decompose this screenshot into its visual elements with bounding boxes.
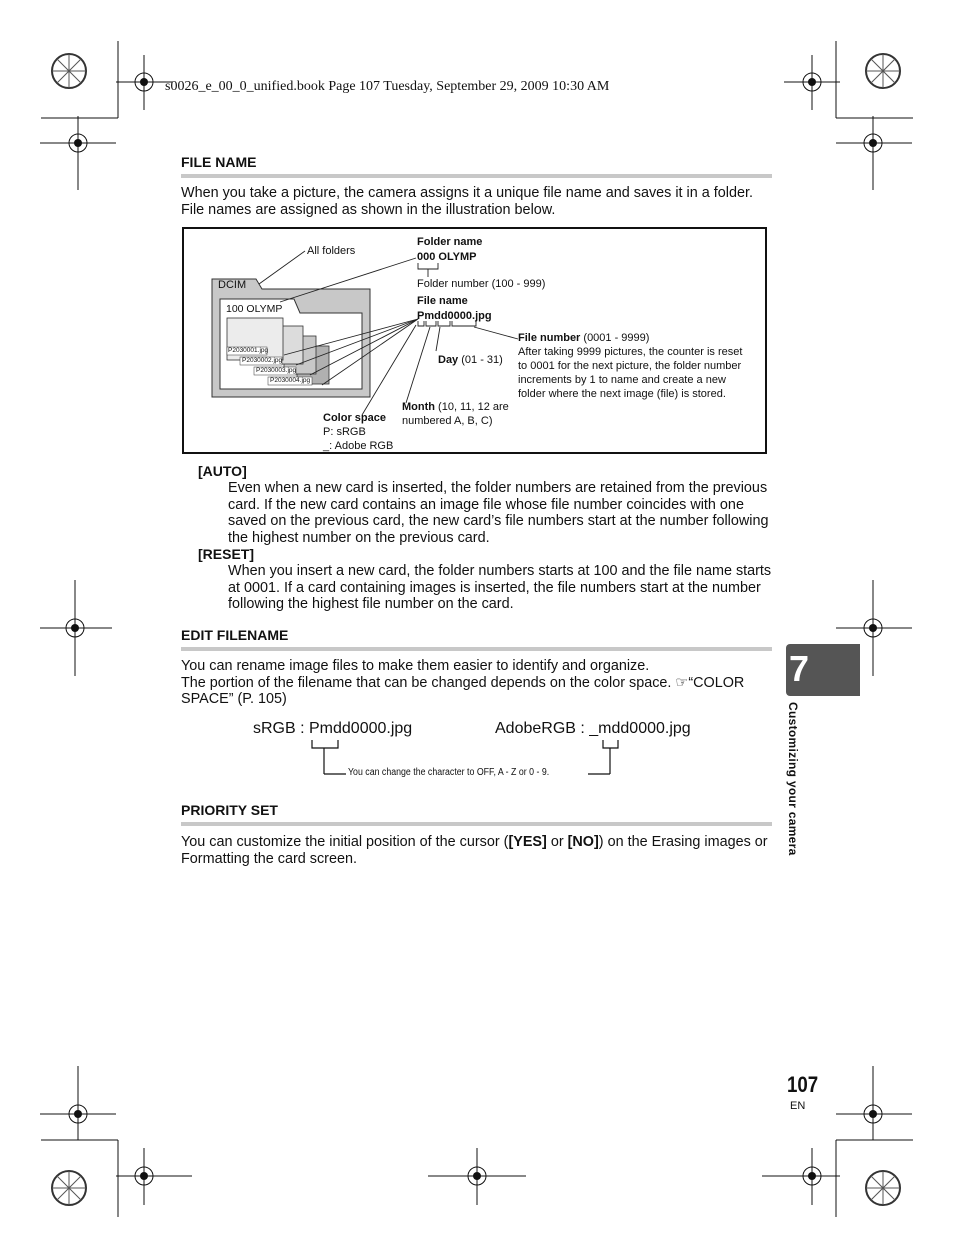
text-line: The portion of the filename that can be changed depends on the color space. ☞“COLOR <box>181 674 745 691</box>
yes-label: [YES] <box>508 834 547 850</box>
text-run: You can customize the initial position of the cursor ( <box>181 834 509 850</box>
page-number: 107 <box>787 1072 819 1097</box>
label-folder-100: 100 OLYMP <box>226 303 283 315</box>
file-name-intro <box>181 185 773 218</box>
chapter-tab-label: Customizing your camera <box>786 702 800 856</box>
text-line: card. If the new card contains an image file whose file number coincides with one <box>228 496 744 513</box>
intro-line: When you take a picture, the camera assigns it a unique file name and saves it in a folder. <box>181 185 753 201</box>
section-title-file-name: FILE NAME <box>181 154 257 170</box>
text-line: Even when a new card is inserted, the folder numbers are retained from the previous <box>228 480 768 496</box>
file-label: P2030004.jpg <box>270 377 311 384</box>
text-line <box>181 834 773 851</box>
label-file-number <box>518 331 649 345</box>
option-auto-label: [AUTO] <box>198 463 247 479</box>
option-auto-text <box>228 480 773 546</box>
day-range: (01 - 31) <box>458 354 503 366</box>
file-number-desc: to 0001 for the next picture, the folder number <box>518 360 742 372</box>
label-folder-name-value: 000 OLYMP <box>417 251 477 263</box>
text-run: or <box>546 834 568 850</box>
edit-filename-note: You can change the character to OFF, A - Z or 0 - 9. <box>348 767 550 778</box>
label-day <box>438 353 503 367</box>
month-title: Month <box>402 401 435 413</box>
label-color-space-u: _: Adobe RGB <box>323 440 394 452</box>
format-adobergb: AdobeRGB : _mdd0000.jpg <box>495 720 691 737</box>
label-color-space-title: Color space <box>323 412 386 424</box>
section-title-edit-filename: EDIT FILENAME <box>181 627 289 643</box>
text-line: SPACE” (P. 105) <box>181 691 287 707</box>
label-file-name-value: Pmdd0000.jpg <box>417 310 492 322</box>
format-srgb: sRGB : Pmdd0000.jpg <box>253 720 413 737</box>
text-line: at 0001. If a card containing images is inserted, the file numbers start at the number <box>228 579 761 596</box>
file-number-title: File number <box>518 332 581 344</box>
section-rule <box>181 647 772 651</box>
file-number-desc: folder where the next image (file) is stored. <box>518 388 726 400</box>
text-line: You can rename image files to make them easier to identify and organize. <box>181 658 650 674</box>
label-color-space-p: P: sRGB <box>323 426 366 438</box>
text-line: When you insert a new card, the folder numbers starts at 100 and the file name starts <box>228 563 772 579</box>
label-file-name-title: File name <box>417 295 468 307</box>
file-label: P2030002.jpg <box>242 357 283 364</box>
section-title-priority-set: PRIORITY SET <box>181 802 278 818</box>
file-number-desc: increments by 1 to name and create a new <box>518 374 726 386</box>
file-label: P2030003.jpg <box>256 367 297 374</box>
intro-line: File names are assigned as shown in the illustration below. <box>181 201 556 218</box>
text-line: the highest number on the previous card. <box>228 529 490 546</box>
label-all-folders: All folders <box>307 245 356 257</box>
text-line: Formatting the card screen. <box>181 850 357 867</box>
option-reset-text <box>228 563 773 613</box>
priority-set-text <box>181 834 773 867</box>
month-desc: numbered A, B, C) <box>402 415 493 427</box>
chapter-tab <box>786 644 860 696</box>
no-label: [NO] <box>567 834 599 850</box>
file-number-desc: After taking 9999 pictures, the counter is reset <box>518 346 743 358</box>
book-header-line: s0026_e_00_0_unified.book Page 107 Tuesday, September 29, 2009 10:30 AM <box>165 79 610 94</box>
label-dcim: DCIM <box>218 279 247 291</box>
edit-filename-text <box>181 658 773 708</box>
option-reset-label: [RESET] <box>198 546 254 562</box>
file-label: P2030001.jpg <box>228 347 269 354</box>
month-range: (10, 11, 12 are <box>434 401 509 413</box>
text-run: ) on the Erasing images or <box>598 834 768 850</box>
section-rule <box>181 822 772 826</box>
label-month <box>402 400 509 414</box>
file-number-range: (0001 - 9999) <box>580 332 650 344</box>
label-folder-number: Folder number (100 - 999) <box>417 278 546 290</box>
chapter-number: 7 <box>789 648 810 689</box>
file-name-diagram <box>182 227 767 454</box>
label-folder-name-title: Folder name <box>417 236 483 248</box>
text-line: saved on the previous card, the new card’s file numbers start at the number following <box>228 513 769 529</box>
page-language: EN <box>790 1100 806 1112</box>
text-line: following the highest file number on the card. <box>228 596 514 612</box>
day-title: Day <box>438 354 459 366</box>
section-rule <box>181 174 772 178</box>
